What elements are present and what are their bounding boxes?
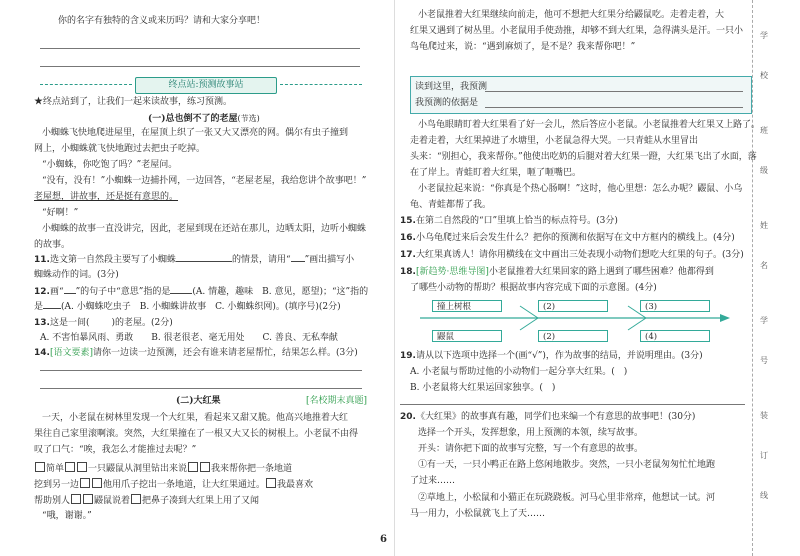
question-12-cont: 是 (A. 小蜘蛛吃虫子 B. 小蜘蛛讲故事 C. 小蜘蛛织网)。(填序号)(2分) — [34, 302, 341, 312]
opening-1: 了过来…… — [410, 476, 456, 486]
right-column-bottom — [400, 0, 752, 556]
map-node-3[interactable]: (3) — [640, 300, 710, 312]
prediction-label: 读到这里，我预测 — [415, 82, 488, 92]
story1-p4: 小蜘蛛的故事一直没讲完，因此，老屋到现在还站在那儿，边晒太阳，边听小蜘蛛 — [42, 224, 367, 234]
story2-r3: 小老鼠拉起来说：“你真是个热心肠啊！”这时，他心里想：怎么办呢？鼹鼠、小乌 — [418, 184, 743, 194]
opening-2: 马一用力，小松鼠就飞上了天…… — [410, 509, 546, 519]
side-tab: 装 — [760, 411, 768, 420]
question-17: 17.大红果真诱人！请你用横线在文中画出三处表现小动物们想吃大红果的句子。(3分) — [400, 250, 744, 260]
story2-p5: “哦，谢谢。” — [42, 511, 92, 521]
side-tab: 校 — [760, 71, 768, 80]
side-tab: 级 — [760, 166, 768, 175]
answer-line — [40, 48, 360, 49]
story2-r2: 在了岸上。青蛙盯着大红果，咂了咂嘴巴。 — [410, 168, 582, 178]
question-15: 15.在第二自然段的“口”里填上恰当的标点符号。(3分) — [400, 216, 618, 226]
story1-p3: “好啊！” — [42, 208, 79, 218]
story2-p3: 挖到另一边 他用爪子挖出一条地道，让大红果通过。 我最喜欢 — [34, 480, 314, 490]
question-14: 14.[语文要素]请你一边读一边预测，还会有谁来请老屋帮忙，结果怎么样。(3分) — [34, 348, 358, 358]
answer-line — [40, 66, 360, 67]
answer-line — [40, 370, 362, 371]
story2-p1: 一天，小老鼠在树林里发现一个大红果，看起来又甜又脆。他高兴地推着大红 — [42, 413, 349, 423]
question-16: 16.小乌龟爬过来后会发生什么？把你的预测和依据写在文中方框内的横线上。(4分) — [400, 233, 735, 243]
binding-line — [752, 0, 754, 556]
story2-p1: 叹了口气：“唉，我怎么才能推过去呢？” — [34, 445, 197, 455]
star-intro: ★终点站到了，让我们一起来读故事，练习预测。 — [34, 97, 233, 107]
intro-question: 你的名字有独特的含义或来历吗？请和大家分享吧！ — [58, 16, 266, 26]
story1-p3-underlined: 老屋想，讲故事，还是挺有意思的。 — [34, 192, 179, 202]
story1-p2: “小蜘蛛，你吃饱了吗？”老屋问。 — [42, 160, 178, 170]
answer-line — [400, 404, 745, 405]
prediction-basis-label: 我预测的依据是 — [415, 98, 479, 108]
question-13-options: A. 不害怕暴风雨、勇敢 B. 很老很老、毫无用处 C. 善良、无私奉献 — [40, 333, 338, 343]
story2-r3: 龟、青蛙都帮了我。 — [410, 200, 492, 210]
question-19-option-b[interactable]: B. 小老鼠将大红果运回家独享。( ) — [410, 383, 556, 393]
section-rule — [280, 84, 362, 85]
story2-p4: 帮助别人 鼹鼠说着 把鼻子凑到大红果上用了又闻 — [34, 496, 260, 506]
opening-2: ②草地上，小松鼠和小猫正在玩跷跷板。河马心里非常痒，他想试一试。河 — [418, 493, 716, 503]
map-node-5[interactable]: (2) — [538, 330, 608, 342]
question-11: 11.选文第一自然段主要写了小蜘蛛 的情景，请用“ ”画出描写小 — [34, 255, 355, 265]
side-tab: 学 — [760, 316, 768, 325]
question-18-cont: 了哪些小动物的帮助？根据故事内容完成下面的示意图。(4分) — [410, 283, 657, 293]
story1-p1: 网上，小蜘蛛就飞快地跑过去把虫子吃掉。 — [34, 144, 206, 154]
story2-r2: 头来：“别担心，我来帮你。”他使出吃奶的后腿对着大红果一蹬，大红果飞出了水面，落 — [410, 152, 757, 162]
question-11-cont: 蜘蛛动作的词。(3分) — [34, 270, 119, 280]
side-tab: 号 — [760, 356, 768, 365]
section-rule — [40, 84, 132, 85]
question-19-option-a[interactable]: A. 小老鼠与帮助过他的小动物们一起分享大红果。( ) — [410, 367, 628, 377]
story1-p4: 的故事。 — [34, 240, 71, 250]
question-13: 13.这是一间( )的老屋。(2分) — [34, 318, 173, 328]
side-tab: 学 — [760, 31, 768, 40]
map-node-4: 鼹鼠 — [432, 330, 502, 342]
map-node-2[interactable]: (2) — [538, 300, 608, 312]
side-tab: 线 — [760, 491, 768, 500]
story2-title: (二)大红果 — [176, 396, 221, 406]
side-tab: 订 — [760, 451, 768, 460]
side-tab: 名 — [760, 261, 768, 270]
question-12: 12.画“ ”的句子中“意思”指的是 (A. 情趣，趣味 B. 意见，愿望)；“这”指的 — [34, 287, 369, 297]
page-number: 6 — [380, 534, 387, 545]
story2-tag: [名校期末真题] — [306, 396, 368, 406]
side-tab: 姓 — [760, 221, 768, 230]
map-node-1: 撞上树根 — [432, 300, 502, 312]
question-19: 19.请从以下选项中选择一个(画“√”)，作为故事的结局，并说明理由。(3分) — [400, 351, 703, 361]
section-header: 终点站:预测故事站 — [135, 77, 277, 94]
story2-r1: 鸟龟爬过来，说：“遇到麻烦了，是不是？我来帮你吧！” — [410, 42, 636, 52]
story2-r2: 走着走着，大红果掉进了水塘里，小老鼠急得大哭。一只青蛙从水里冒出 — [410, 136, 699, 146]
left-column — [0, 0, 392, 556]
story2-r2: 小鸟龟眼睛盯着大红果看了好一会儿，然后答应小老鼠。小老鼠推着大红果又上路了。 — [418, 120, 761, 130]
center-divider — [394, 0, 395, 556]
answer-line — [40, 388, 362, 389]
question-20-instr: 开头：请你把下面的故事写完整，写一个有意思的故事。 — [418, 444, 644, 454]
question-20-instr: 选择一个开头，发挥想象，用上预测的本领，续写故事。 — [418, 428, 644, 438]
question-18: 18.[新趋势·思维导图]小老鼠推着大红果回家的路上遇到了哪些困难？他都得到 — [400, 267, 714, 277]
story1-p3: “没有，没有！”小蜘蛛一边捕扑网，一边回答，“老屋老屋，我给您讲个故事吧！” — [42, 176, 367, 186]
question-20: 20.《大红果》的故事真有趣，同学们也来编一个有意思的故事吧！(30分) — [400, 412, 696, 422]
story1-p1: 小蜘蛛飞快地爬进屋里，在屋顶上织了一张又大又漂亮的网。偶尔有虫子撞到 — [42, 128, 349, 138]
opening-1: ①有一天，一只小鸭正在路上悠闲地散步。突然，一只小老鼠匆匆忙忙地跑 — [418, 460, 716, 470]
story2-p1: 果往自己家里滚啊滚。突然，大红果撞在了一根又大又长的树根上。小老鼠不由得 — [34, 429, 359, 439]
side-tab: 班 — [760, 126, 768, 135]
story2-r1: 小老鼠推着大红果继续向前走，他可不想把大红果分给鼹鼠吃。走着走着，大 — [418, 10, 725, 20]
story2-r1: 红果又遇到了树丛里。小老鼠用手使劲推，却够不到大红果，急得满头是汗。一只小 — [410, 26, 744, 36]
map-node-6[interactable]: (4) — [640, 330, 710, 342]
story1-title: (一)总也倒不了的老屋(节选) — [148, 114, 260, 124]
story2-p2: 简单 一只鼹鼠从洞里钻出来说 我来帮你把一条地道 — [34, 462, 292, 475]
